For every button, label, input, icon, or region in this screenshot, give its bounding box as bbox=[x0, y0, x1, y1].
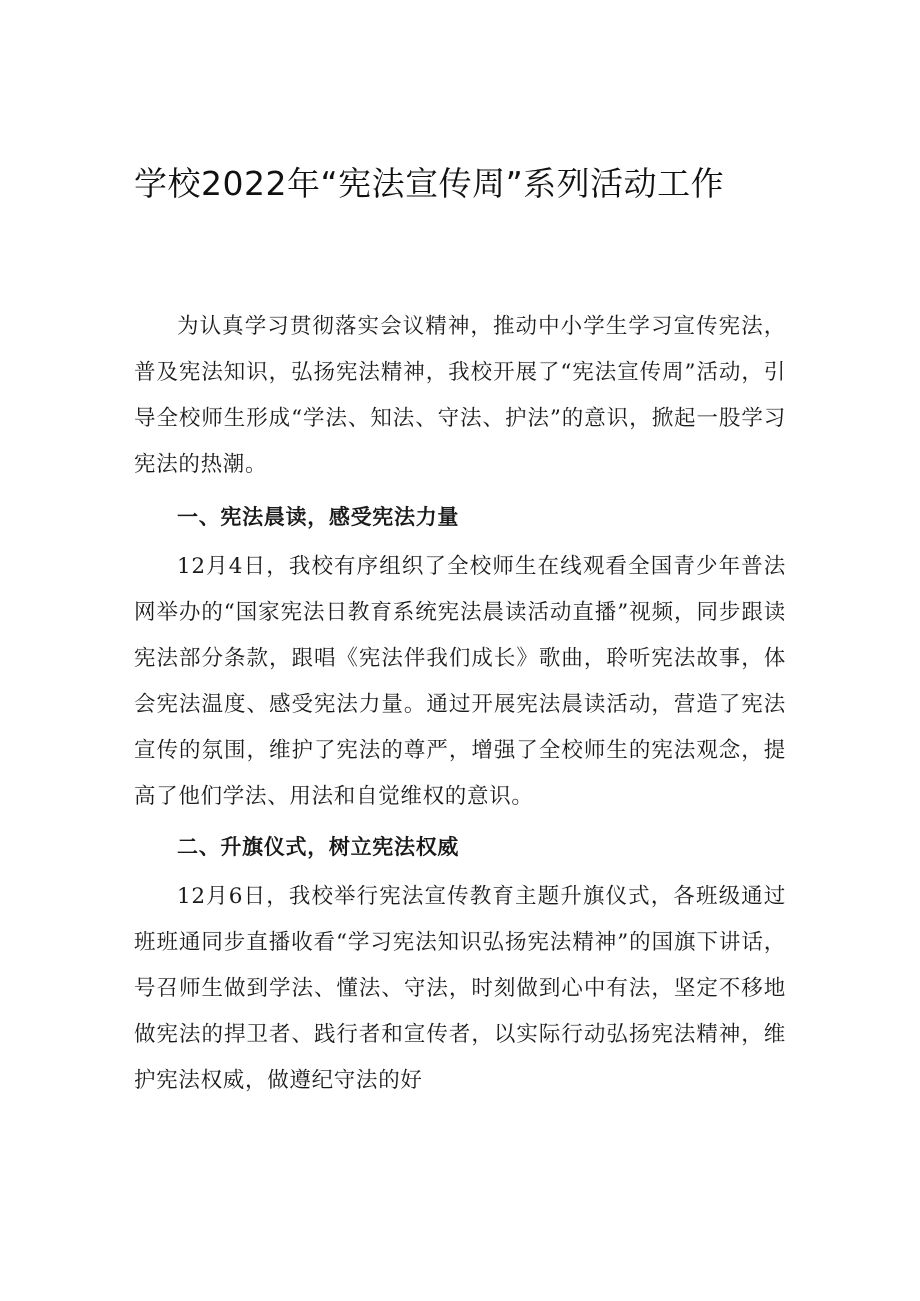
intro-paragraph: 为认真学习贯彻落实会议精神，推动中小学生学习宣传宪法，普及宪法知识，弘扬宪法精神，我校开展了“宪法宣传周”活动，引导全校师生形成“学法、知法、守法、护法”的意识，掀起一股学习宪法的热潮。 bbox=[134, 314, 786, 477]
section-heading-2: 二、升旗仪式，树立宪法权威 bbox=[177, 835, 460, 859]
document-body bbox=[134, 304, 786, 1104]
document-title: 学校2022年“宪法宣传周”系列活动工作 bbox=[134, 164, 725, 203]
section-heading-1: 一、宪法晨读，感受宪法力量 bbox=[177, 505, 460, 529]
section-paragraph-1: 12月4日，我校有序组织了全校师生在线观看全国青少年普法网举办的“国家宪法日教育系统宪法晨读活动直播”视频，同步跟读宪法部分条款，跟唱《宪法伴我们成长》歌曲，聆听宪法故事，体会宪法温度、感受宪法力量。通过开展宪法晨读活动，营造了宪法宣传的氛围，维护了宪法的尊严，增强了全校师生的宪法观念，提高了他们学法、用法和自觉维权的意识。 bbox=[134, 554, 786, 809]
section-paragraph-2: 12月6日，我校举行宪法宣传教育主题升旗仪式，各班级通过班班通同步直播收看“学习宪法知识弘扬宪法精神”的国旗下讲话，号召师生做到学法、懂法、守法，时刻做到心中有法，坚定不移地做宪法的捍卫者、践行者和宣传者，以实际行动弘扬宪法精神，维护宪法权威，做遵纪守法的好 bbox=[134, 884, 786, 1093]
